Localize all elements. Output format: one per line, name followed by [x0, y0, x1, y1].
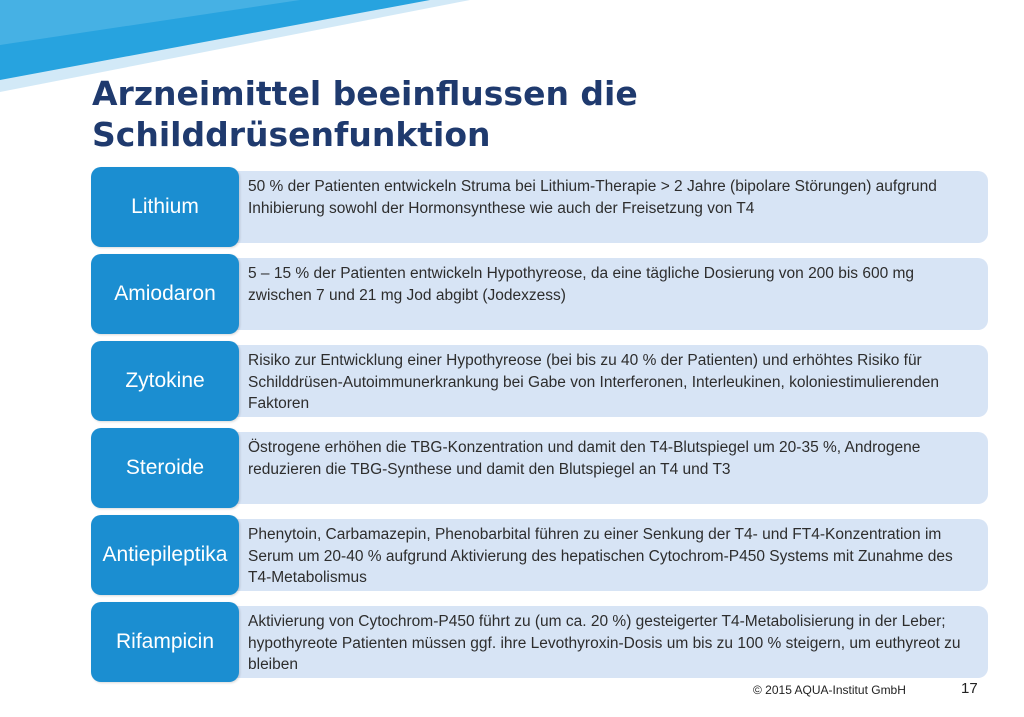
drug-description: Phenytoin, Carbamazepin, Phenobarbital führen zu einer Senkung der T4- und FT4-Konzentration im Serum um 20-40 % aufgrund Aktivierung des hepatischen Cytochrom-P450 Systems mit Zunahme des T4-Metabolismus [234, 519, 988, 591]
table-row [91, 428, 988, 508]
table-row [91, 254, 988, 334]
drug-label: Amiodaron [91, 254, 239, 334]
drug-description: 5 – 15 % der Patienten entwickeln Hypothyreose, da eine tägliche Dosierung von 200 bis 600 mg zwischen 7 und 21 mg Jod abgibt (Jodexzess) [234, 258, 988, 330]
drug-description: Östrogene erhöhen die TBG-Konzentration und damit den T4-Blutspiegel um 20-35 %, Androgene reduzieren die TBG-Synthese und damit den Blutspiegel an T4 und T3 [234, 432, 988, 504]
drug-label: Lithium [91, 167, 239, 247]
title-line-2: Schilddrüsenfunktion [92, 115, 491, 154]
drug-label: Antiepileptika [91, 515, 239, 595]
title-line-1: Arzneimittel beeinflussen die [92, 74, 638, 113]
drug-label: Rifampicin [91, 602, 239, 682]
page-number: 17 [961, 680, 978, 697]
table-row [91, 602, 988, 682]
drug-description: Aktivierung von Cytochrom-P450 führt zu (um ca. 20 %) gesteigerter T4-Metabolisierung in der Leber; hypothyreote Patienten müssen ggf. ihre Levothyroxin-Dosis um bis zu 100 % steigern, um euthyreot zu bleiben [234, 606, 988, 678]
drug-table [91, 167, 988, 689]
drug-description: 50 % der Patienten entwickeln Struma bei Lithium-Therapie > 2 Jahre (bipolare Störungen) aufgrund Inhibierung sowohl der Hormonsynthese wie auch der Freisetzung von T4 [234, 171, 988, 243]
slide-title [92, 73, 638, 155]
table-row [91, 341, 988, 421]
drug-description: Risiko zur Entwicklung einer Hypothyreose (bei bis zu 40 % der Patienten) und erhöhtes Risiko für Schilddrüsen-Autoimmunerkrankung bei Gabe von Interferonen, Interleukinen, koloniestimulierenden Faktoren [234, 345, 988, 417]
table-row [91, 515, 988, 595]
drug-label: Steroide [91, 428, 239, 508]
copyright-footer: © 2015 AQUA-Institut GmbH [753, 683, 906, 697]
table-row [91, 167, 988, 247]
drug-label: Zytokine [91, 341, 239, 421]
